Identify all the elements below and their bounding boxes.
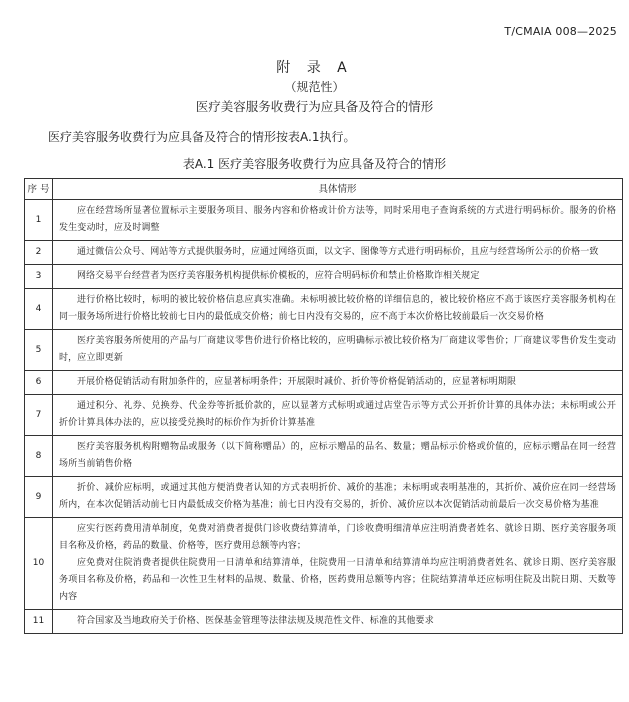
table-row [25, 289, 623, 330]
row-paragraph: 应在经营场所显著位置标示主要服务项目、服务内容和价格或计价方法等，同时采用电子查询系统的方式进行明码标价。服务的价格发生变动时，应及时调整 [59, 206, 616, 233]
row-content [53, 477, 623, 518]
row-paragraph: 通过积分、礼券、兑换券、代金券等折抵价款的，应以显著方式标明或通过店堂告示等方式公开折价计算的具体办法；未标明或公开折价计算具体办法的，应以接受兑换时的标价作为折价计算基准 [59, 401, 616, 428]
header-number: 序 号 [25, 179, 53, 200]
row-number: 1 [25, 200, 53, 241]
row-number: 5 [25, 330, 53, 371]
requirements-table [24, 178, 623, 634]
row-content [53, 395, 623, 436]
row-paragraph: 网络交易平台经营者为医疗美容服务机构提供标价模板的，应符合明码标价和禁止价格欺诈相关规定 [77, 271, 480, 281]
appendix-title: 附 录 A [276, 60, 353, 76]
appendix-heading: 医疗美容服务收费行为应具备及符合的情形 [195, 99, 434, 114]
row-paragraph: 通过微信公众号、网站等方式提供服务时，应通过网络页面，以文字、图像等方式进行明码标价，且应与经营场所公示的价格一致 [77, 247, 599, 257]
row-content [53, 241, 623, 265]
row-number: 8 [25, 436, 53, 477]
row-paragraph: 折价、减价应标明，或通过其他方便消费者认知的方式表明折价、减价的基准；未标明或表明基准的，其折价、减价应在同一经营场所内，在本次促销活动前七日内最低成交价格为基准；前七日内没有交易的，折价、减价应以本次促销活动前最后一次交易价格为基准 [59, 483, 616, 510]
row-content [53, 371, 623, 395]
row-paragraph: 应免费对住院消费者提供住院费用一日清单和结算清单，住院费用一日清单和结算清单均应注明消费者姓名、就诊日期、医疗美容服务项目名称及价格，药品和一次性卫生材料的品规、数量、价格，医药费用总额等内容；住院结算清单还应标明住院及出院日期、天数等内容 [59, 558, 616, 602]
table-row [25, 371, 623, 395]
table-row [25, 610, 623, 634]
row-paragraph: 应实行医药费用清单制度，免费对消费者提供门诊收费结算清单，门诊收费明细清单应注明消费者姓名、就诊日期、医疗美容服务项目名称及价格，药品的数量、价格等，医疗费用总额等内容； [59, 524, 616, 551]
row-number: 11 [25, 610, 53, 634]
row-number: 3 [25, 265, 53, 289]
appendix-type: （规范性） [284, 80, 345, 94]
row-paragraph: 进行价格比较时，标明的被比较价格信息应真实准确。未标明被比较价格的详细信息的，被比较价格应不高于该医疗美容服务机构在同一服务场所进行价格比较前七日内的最低成交价格；前七日内没有交易的，应不高于本次价格比较前最后一次交易价格 [59, 295, 616, 322]
row-content [53, 330, 623, 371]
table-row [25, 330, 623, 371]
table-row [25, 200, 623, 241]
row-paragraph: 医疗美容服务所使用的产品与厂商建议零售价进行价格比较的，应明确标示被比较价格为厂商建议零售价；厂商建议零售价发生变动时，应立即更新 [59, 336, 616, 363]
row-number: 10 [25, 518, 53, 610]
standard-code: T/CMAIA 008—2025 [504, 25, 617, 38]
table-body [25, 200, 623, 634]
row-content [53, 610, 623, 634]
table-row [25, 436, 623, 477]
row-content [53, 436, 623, 477]
row-paragraph: 开展价格促销活动有附加条件的，应显著标明条件；开展限时减价、折价等价格促销活动的，应显著标明期限 [77, 377, 517, 387]
row-content [53, 200, 623, 241]
table-row [25, 395, 623, 436]
row-content [53, 265, 623, 289]
table-row [25, 477, 623, 518]
row-number: 7 [25, 395, 53, 436]
row-paragraph: 医疗美容服务机构附赠物品或服务（以下简称赠品）的，应标示赠品的品名、数量；赠品标示价格或价值的，应标示赠品在同一经营场所当前销售价格 [59, 442, 616, 469]
row-number: 9 [25, 477, 53, 518]
table-row [25, 265, 623, 289]
intro-text: 医疗美容服务收费行为应具备及符合的情形按表A.1执行。 [48, 130, 356, 144]
table-header-row [25, 179, 623, 200]
row-content [53, 518, 623, 610]
table-row [25, 241, 623, 265]
row-number: 4 [25, 289, 53, 330]
row-number: 2 [25, 241, 53, 265]
table-caption: 表A.1 医疗美容服务收费行为应具备及符合的情形 [182, 157, 447, 171]
row-paragraph: 符合国家及当地政府关于价格、医保基金管理等法律法规及规范性文件、标准的其他要求 [77, 616, 434, 626]
row-content [53, 289, 623, 330]
row-number: 6 [25, 371, 53, 395]
header-content: 具体情形 [53, 179, 623, 200]
table-row [25, 518, 623, 610]
